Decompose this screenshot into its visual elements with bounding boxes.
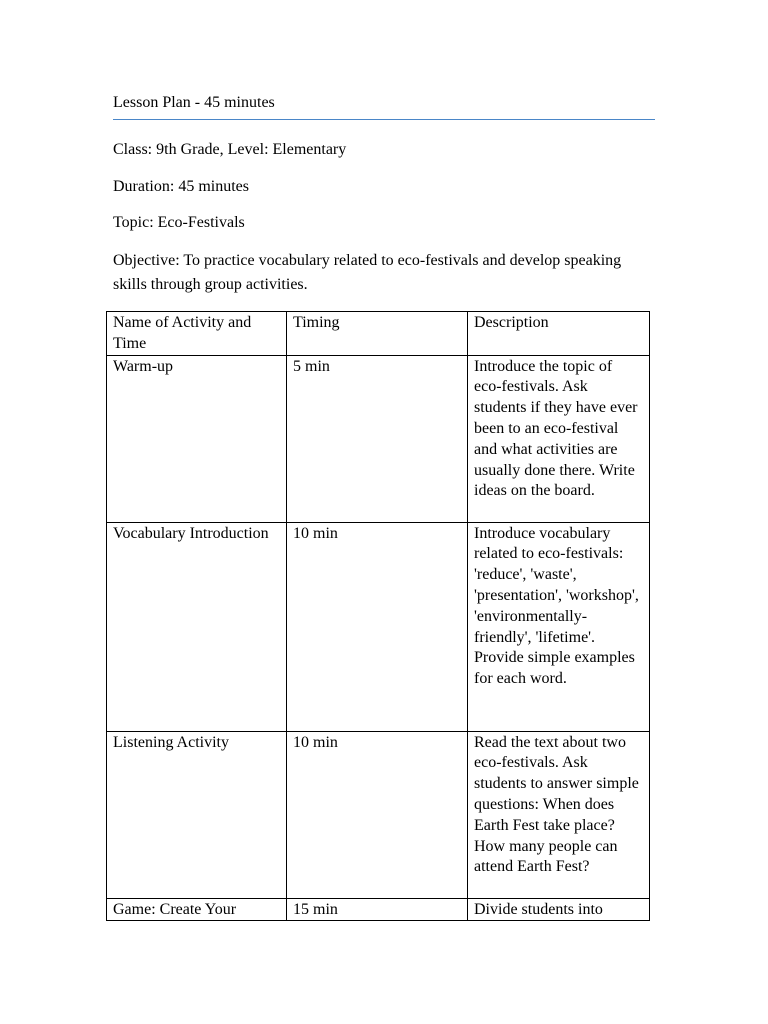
timing-cell: 10 min: [287, 522, 468, 731]
activity-cell: Vocabulary Introduction: [107, 522, 287, 731]
table-row: [107, 731, 650, 898]
timing-cell: 10 min: [287, 731, 468, 898]
timing-cell: 15 min: [287, 898, 468, 921]
page-title: Lesson Plan - 45 minutes: [113, 94, 275, 111]
activity-cell: Game: Create Your: [107, 898, 287, 921]
class-line: Class: 9th Grade, Level: Elementary: [113, 141, 347, 158]
description-cell: Read the text about two eco-festivals. Ask students to answer simple questions: When does Earth Fest take place? How many people can attend Earth Fest?: [468, 731, 650, 898]
timing-cell: 5 min: [287, 355, 468, 522]
description-cell: Divide students into: [468, 898, 650, 921]
table-row: [107, 898, 650, 921]
table-row: [107, 522, 650, 731]
topic-line: Topic: Eco-Festivals: [113, 214, 245, 231]
table-header-row: [107, 312, 650, 356]
lesson-plan-table: [106, 311, 650, 921]
activity-cell: Warm-up: [107, 355, 287, 522]
header-description: Description: [468, 312, 650, 356]
description-cell: Introduce vocabulary related to eco-festivals: 'reduce', 'waste', 'presentation', 'workshop', 'environmentally-friendly', 'lifetime'. Provide simple examples for each word.: [468, 522, 650, 731]
description-cell: Introduce the topic of eco-festivals. Ask students if they have ever been to an eco-festival and what activities are usually done there. Write ideas on the board.: [468, 355, 650, 522]
activity-cell: Listening Activity: [107, 731, 287, 898]
objective-line: Objective: To practice vocabulary related to eco-festivals and develop speaking skills through group activities.: [113, 252, 622, 293]
duration-line: Duration: 45 minutes: [113, 178, 249, 195]
title-underline: [113, 119, 655, 120]
table-row: [107, 355, 650, 522]
header-timing: Timing: [287, 312, 468, 356]
header-activity: Name of Activity and Time: [107, 312, 287, 356]
